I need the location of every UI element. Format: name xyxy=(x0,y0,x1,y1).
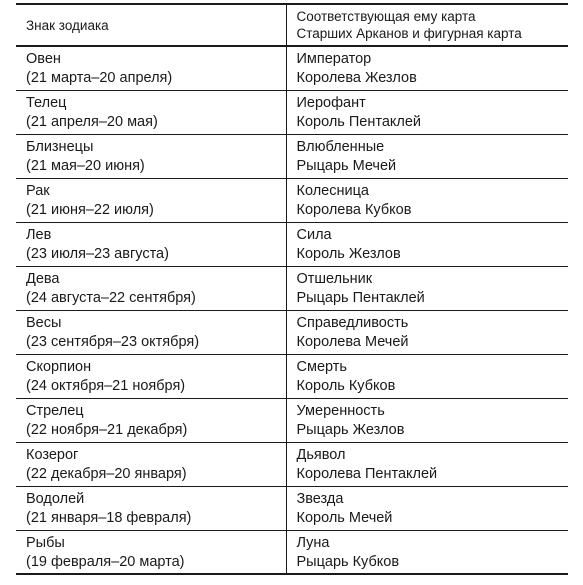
card-cell xyxy=(286,222,568,266)
court-card: Король Мечей xyxy=(296,509,393,526)
major-arcana: Отшельник xyxy=(296,270,373,287)
sign-name: Весы xyxy=(26,314,62,331)
major-arcana: Император xyxy=(296,51,372,67)
sign-name: Лев xyxy=(26,226,52,243)
sign-dates: (22 декабря–20 января) xyxy=(26,465,187,482)
header-card xyxy=(286,4,568,46)
court-card: Королева Кубков xyxy=(296,201,412,218)
header-row xyxy=(16,4,568,46)
sign-cell xyxy=(16,90,286,134)
table-row xyxy=(16,178,568,222)
table-row xyxy=(16,310,568,354)
card-cell xyxy=(286,134,568,178)
sign-name: Близнецы xyxy=(26,138,94,155)
sign-name: Рыбы xyxy=(26,534,65,551)
card-cell xyxy=(286,266,568,310)
table-header xyxy=(16,4,568,46)
major-arcana: Влюбленные xyxy=(296,138,385,155)
table-row xyxy=(16,486,568,530)
sign-name: Рак xyxy=(26,182,50,199)
sign-cell xyxy=(16,398,286,442)
card-cell xyxy=(286,398,568,442)
sign-cell xyxy=(16,134,286,178)
sign-dates: (22 ноября–21 декабря) xyxy=(26,421,188,438)
sign-cell xyxy=(16,222,286,266)
card-cell xyxy=(286,486,568,530)
sign-cell xyxy=(16,46,286,90)
major-arcana: Звезда xyxy=(296,490,344,507)
court-card: Король Кубков xyxy=(296,377,396,394)
sign-dates: (21 мая–20 июня) xyxy=(26,157,145,174)
sign-cell xyxy=(16,442,286,486)
major-arcana: Сила xyxy=(296,226,332,243)
major-arcana: Справедливость xyxy=(296,314,409,331)
card-cell xyxy=(286,90,568,134)
table-row xyxy=(16,530,568,574)
court-card: Рыцарь Жезлов xyxy=(296,421,405,438)
court-card: Рыцарь Кубков xyxy=(296,553,400,570)
sign-cell xyxy=(16,266,286,310)
sign-dates: (24 августа–22 сентября) xyxy=(26,289,196,306)
court-card: Король Пентаклей xyxy=(296,113,422,130)
card-cell xyxy=(286,310,568,354)
sign-name: Стрелец xyxy=(26,402,84,419)
header-sign-label: Знак зодиака xyxy=(26,17,109,33)
sign-cell xyxy=(16,486,286,530)
card-cell xyxy=(286,46,568,90)
table-row xyxy=(16,398,568,442)
table-row xyxy=(16,266,568,310)
header-sign xyxy=(16,4,286,46)
sign-dates: (21 апреля–20 мая) xyxy=(26,113,158,130)
court-card: Королева Пентаклей xyxy=(296,465,438,482)
court-card: Королева Мечей xyxy=(296,333,409,350)
sign-dates: (21 января–18 февраля) xyxy=(26,509,192,526)
table-body xyxy=(16,46,568,574)
sign-dates: (21 июня–22 июля) xyxy=(26,201,154,218)
table-row xyxy=(16,442,568,486)
court-card: Рыцарь Мечей xyxy=(296,157,397,174)
major-arcana: Луна xyxy=(296,534,330,551)
major-arcana: Дьявол xyxy=(296,446,346,463)
table-row xyxy=(16,46,568,90)
sign-cell xyxy=(16,178,286,222)
card-cell xyxy=(286,442,568,486)
sign-dates: (21 марта–20 апреля) xyxy=(26,70,173,86)
zodiac-tarot-table xyxy=(16,3,568,575)
major-arcana: Умеренность xyxy=(296,402,385,419)
sign-cell xyxy=(16,354,286,398)
table-row xyxy=(16,90,568,134)
table-row xyxy=(16,134,568,178)
sign-dates: (23 сентября–23 октября) xyxy=(26,333,200,350)
sign-dates: (19 февраля–20 марта) xyxy=(26,553,185,570)
table-row xyxy=(16,354,568,398)
table-row xyxy=(16,222,568,266)
card-cell xyxy=(286,178,568,222)
sign-cell xyxy=(16,310,286,354)
sign-dates: (23 июля–23 августа) xyxy=(26,245,169,262)
sign-name: Овен xyxy=(26,51,61,67)
court-card: Рыцарь Пентаклей xyxy=(296,289,425,306)
sign-name: Телец xyxy=(26,94,67,111)
sign-name: Козерог xyxy=(26,446,79,463)
court-card: Король Жезлов xyxy=(296,245,401,262)
header-card-line1: Соответствующая ему карта xyxy=(296,9,476,24)
sign-name: Скорпион xyxy=(26,358,92,375)
sign-cell xyxy=(16,530,286,574)
sign-name: Дева xyxy=(26,270,60,287)
major-arcana: Колесница xyxy=(296,182,369,199)
court-card: Королева Жезлов xyxy=(296,70,417,86)
major-arcana: Смерть xyxy=(296,358,347,375)
header-card-line2: Старших Арканов и фигурная карта xyxy=(296,26,522,41)
sign-name: Водолей xyxy=(26,490,85,507)
card-cell xyxy=(286,530,568,574)
card-cell xyxy=(286,354,568,398)
sign-dates: (24 октября–21 ноября) xyxy=(26,377,186,394)
major-arcana: Иерофант xyxy=(296,94,366,111)
